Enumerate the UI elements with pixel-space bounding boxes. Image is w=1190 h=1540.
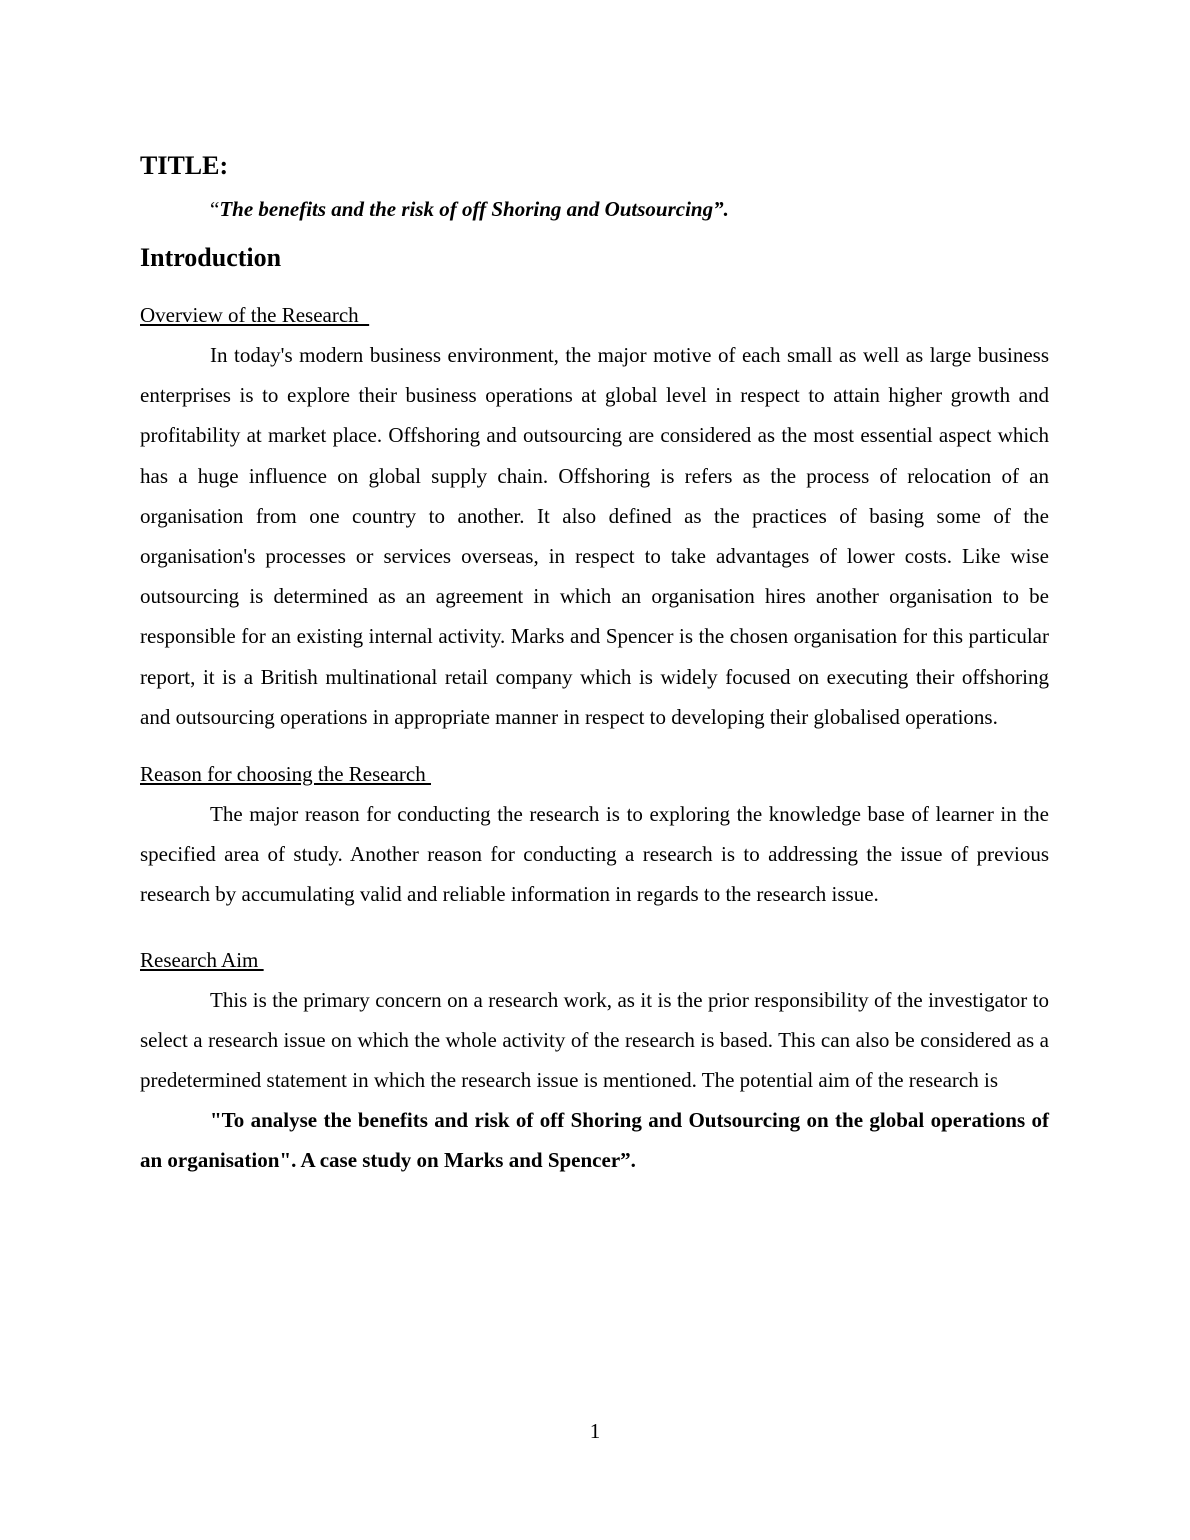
document-title xyxy=(210,194,1049,224)
section-aim xyxy=(140,945,1049,1181)
section-paragraph: This is the primary concern on a research work, as it is the prior responsibility of the investigator to select a research issue on which the whole activity of the research is based. This can also be considered as a predetermined statement in which the research issue is mentioned. The potential aim of the research is xyxy=(140,987,1049,1093)
title-label: TITLE: xyxy=(140,151,229,180)
title-open-quote: “ xyxy=(210,197,220,221)
introduction-heading: Introduction xyxy=(140,243,282,272)
section-paragraph: In today's modern business environment, the major motive of each small as well as large business enterprises is to explore their business operations at global level in respect to attain higher growth and profitability at market place. Offshoring and outsourcing are considered as the most essential aspect which has a huge influence on global supply chain. Offshoring is refers as the process of relocation of an organisation from one country to another. It also defined as the practices of basing some of the organisation's processes or services overseas, in respect to take advantages of lower costs. Like wise outsourcing is determined as an agreement in which an organisation hires another organisation to be responsible for an existing internal activity. Marks and Spencer is the chosen organisation for this particular report, it is a British multinational retail company which is widely focused on executing their offshoring and outsourcing operations in appropriate manner in respect to developing their globalised operations. xyxy=(140,343,1049,729)
section-paragraph: The major reason for conducting the research is to exploring the knowledge base of learner in the specified area of study. Another reason for conducting a research is to addressing the issue of previous research by accumulating valid and reliable information in regards to the research issue. xyxy=(140,802,1049,907)
page-content xyxy=(140,148,1049,1181)
section-reason xyxy=(140,759,1049,915)
section-subheading: Research Aim xyxy=(140,947,264,972)
section-subheading: Overview of the Research xyxy=(140,303,370,327)
section-overview xyxy=(140,300,1049,737)
title-text: The benefits and the risk of off Shoring and Outsourcing”. xyxy=(219,197,729,221)
section-subheading: Reason for choosing the Research xyxy=(140,762,431,787)
page-number: 1 xyxy=(589,1419,601,1443)
aim-statement: "To analyse the benefits and risk of off Shoring and Outsourcing on the global operations of an organisation". A case study on Marks and Spencer”. xyxy=(140,1108,1049,1173)
